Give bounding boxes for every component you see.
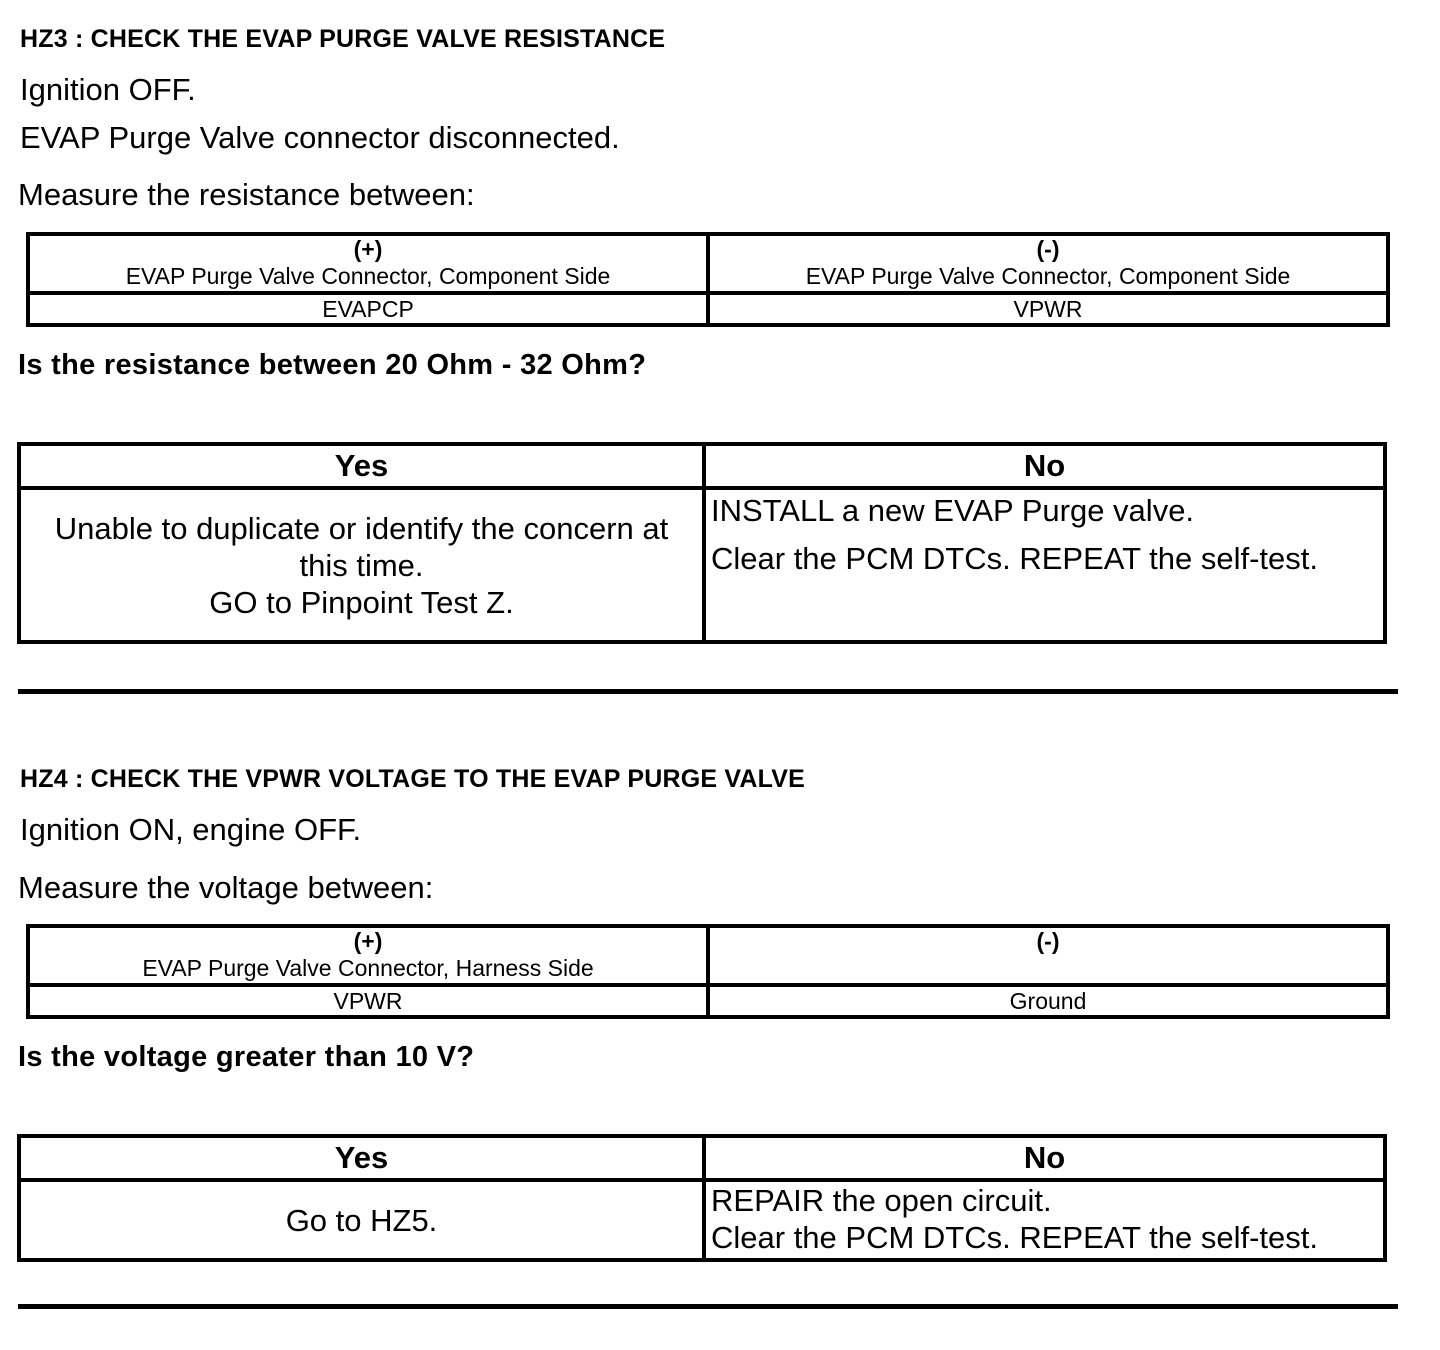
negative-sign: (-) xyxy=(1036,236,1060,262)
hz4-no-action xyxy=(704,1180,1385,1260)
hz4-negative-value: Ground xyxy=(708,985,1388,1017)
hz3-yes-action xyxy=(19,488,704,642)
positive-label: EVAP Purge Valve Connector, Component Side xyxy=(125,263,611,289)
positive-label: EVAP Purge Valve Connector, Harness Side xyxy=(142,955,594,981)
hz3-question: Is the resistance between 20 Ohm - 32 Ohm? xyxy=(18,349,647,381)
hz4-answer-table xyxy=(17,1134,1387,1262)
hz4-no-header: No xyxy=(704,1136,1385,1180)
hz4-question: Is the voltage greater than 10 V? xyxy=(18,1041,475,1073)
positive-sign: (+) xyxy=(353,236,383,262)
hz3-yes-line-3: GO to Pinpoint Test Z. xyxy=(209,584,514,620)
hz3-no-line-1: INSTALL a new EVAP Purge valve. xyxy=(711,493,1195,528)
hz4-negative-header xyxy=(708,926,1388,985)
hz3-positive-value: EVAPCP xyxy=(28,293,708,325)
hz4-positive-value: VPWR xyxy=(28,985,708,1017)
hz3-yes-line-2: this time. xyxy=(299,547,424,583)
positive-sign: (+) xyxy=(353,928,383,954)
negative-label: EVAP Purge Valve Connector, Component Side xyxy=(805,263,1291,289)
hz4-no-line-1: REPAIR the open circuit. xyxy=(711,1183,1052,1218)
hz4-yes-action xyxy=(19,1180,704,1260)
hz4-step-ignition: Ignition ON, engine OFF. xyxy=(20,812,362,847)
hz4-title: HZ4 : CHECK THE VPWR VOLTAGE TO THE EVAP PURGE VALVE xyxy=(20,765,806,793)
hz4-yes-header: Yes xyxy=(19,1136,704,1180)
hz3-positive-header xyxy=(28,234,708,293)
hz3-title: HZ3 : CHECK THE EVAP PURGE VALVE RESISTANCE xyxy=(20,25,666,53)
hz3-no-line-2: Clear the PCM DTCs. REPEAT the self-test. xyxy=(711,541,1318,576)
section-divider xyxy=(18,689,1398,694)
hz4-no-line-2: Clear the PCM DTCs. REPEAT the self-test. xyxy=(711,1220,1318,1255)
negative-sign: (-) xyxy=(1036,928,1060,954)
hz3-no-action xyxy=(704,488,1385,642)
hz3-measurement-table xyxy=(26,232,1390,327)
hz4-measurement-table xyxy=(26,924,1390,1019)
hz3-yes-line-1: Unable to duplicate or identify the concern at xyxy=(54,510,669,546)
hz3-step-connector: EVAP Purge Valve connector disconnected. xyxy=(20,120,620,155)
hz4-positive-header xyxy=(28,926,708,985)
section-divider xyxy=(18,1304,1398,1309)
hz3-negative-value: VPWR xyxy=(708,293,1388,325)
hz3-yes-header: Yes xyxy=(19,444,704,488)
hz3-answer-table xyxy=(17,442,1387,644)
hz3-step-ignition: Ignition OFF. xyxy=(20,72,196,107)
hz4-measure-instruction: Measure the voltage between: xyxy=(18,870,434,905)
hz3-measure-instruction: Measure the resistance between: xyxy=(18,177,475,212)
hz4-yes-line-1: Go to HZ5. xyxy=(285,1202,438,1238)
hz3-negative-header xyxy=(708,234,1388,293)
hz3-no-header: No xyxy=(704,444,1385,488)
